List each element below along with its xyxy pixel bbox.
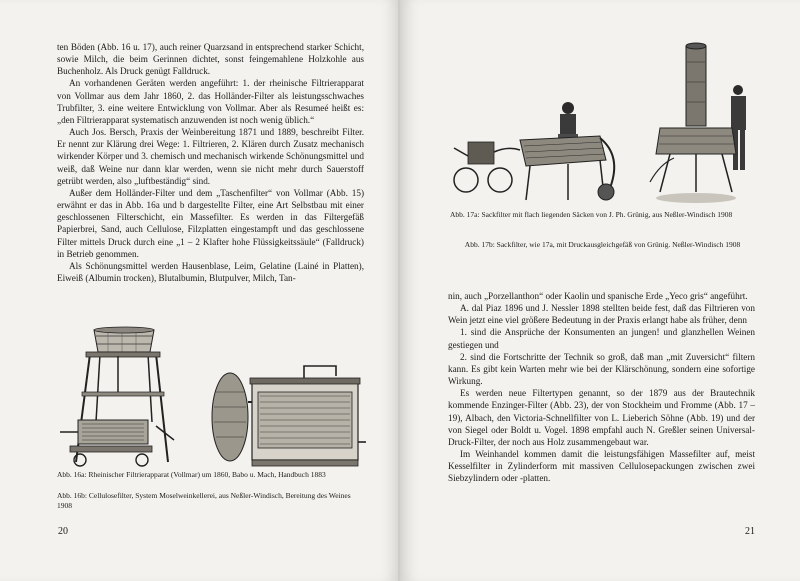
paragraph: Auch Jos. Bersch, Praxis der Weinbereitung 1871 und 1889, beschreibt Filter. Er nennt zur Klärung drei Wege: 1. Filtrieren, 2. Klären durch Zusatz mechanisch wirkender Körper und 3. chemisch und mechanisch wirkende Schönungsmittel und weiß, daß Weine nur dann klar werden, wenn sie nicht mehr durch Sauerstoff getrübt werden, also „luftbeständig“ sind.	[57, 127, 364, 186]
caption-17a	[450, 210, 755, 220]
figure-17a-sack-filter	[450, 96, 625, 206]
paragraph: Es werden neue Filtertypen genannt, so der 1879 aus der Brautechnik kommende Enzinger-Filter (Abb. 23), der von Stockheim und Fromme (Abb. 17 – 19), Albach, den Victoria-Schnellfilter von L. Lieberich Söhne (Abb. 19) und der von Siegel oder Boldt u. Vogel. 1898 empfahl auch N. Greßler seinen Universal-Druck-Filter, der noch aus Holz zusammengebaut war.	[448, 388, 755, 447]
paragraph: An vorhandenen Geräten werden angeführt: 1. der rheinische Filtrierapparat von Vollmar aus dem Jahr 1860, 2. das Holländer-Filter als leistungsschwaches Trubfilter, 3. eine weitere Entwicklung von Vollmar. Aber als Resumeé heißt es: „den Filtrierapparat systematisch anzuwenden ist noch wenig üblich.“	[57, 78, 364, 125]
page-number: 20	[58, 526, 68, 537]
paragraph: 2. sind die Fortschritte der Technik so groß, daß man „mit Zuversicht“ filtern kann. Es gibt kein Warten mehr wie bei der Klärschönung, sondern eine sofortige Wirkung.	[448, 351, 755, 387]
caption-text: Abb. 17b: Sackfilter, wie 17a, mit Druckausgleichgefäß von Grünig. Neßler-Windisch 1908	[464, 240, 741, 249]
caption-16a	[57, 470, 362, 480]
paragraph: A. dal Piaz 1896 und J. Nessler 1898 stellten beide fest, daß das Filtrieren von Wein jetzt eine viel größere Bedeutung in der Praxis erlangt habe als früher, denn	[448, 303, 755, 326]
caption-17b	[450, 240, 755, 250]
paragraph: Als Schönungsmittel werden Hausenblase, Leim, Gelatine (Lainé in Platten), Eiweiß (Albumin trocken), Blutalbumin, Blutpulver, Milch, Tan-	[57, 260, 364, 283]
paragraph: 1. sind die Ansprüche der Konsumenten an jungen! und glanzhellen Weinen gestiegen und	[448, 327, 755, 350]
figure-16a-filter-stand	[56, 322, 176, 470]
left-text-column	[57, 41, 364, 284]
figure-16b-cellulose-filter	[208, 362, 368, 472]
paragraph: nin, auch „Porzellanthon“ oder Kaolin und spanische Erde „Yeco gris“ angeführt.	[448, 291, 748, 301]
figure-17b-sack-filter-pressure-vessel	[640, 42, 752, 208]
paragraph: Außer dem Holländer-Filter und dem „Taschenfilter“ von Vollmar (Abb. 15) erwähnt er das in Abb. 16a und b dargestellte Filter, eine Art Selbstbau mit einer geschlossenen Filterschicht, ein Massefilter. Es werden in das Filtergefäß Papierbrei, Sand, auch Cellulose, Filzplatten eingestampft und das geschlossene Filter mittels Druck durch eine „1 – 2 Klafter hohe Flüssigkeitssäule“ (Falldruck) in Betrieb genommen.	[57, 187, 364, 259]
page-number: 21	[745, 526, 755, 537]
paragraph: Im Weinhandel kommen damit die leistungsfähigen Massefilter auf, meist Kesselfilter in Zylinderform mit massiven Cellulosepackungen zwischen zwei Siebzylindern oder -platten.	[448, 449, 755, 484]
caption-text: Abb. 16b: Cellulosefilter, System Moselweinkellerei, aus Neßler-Windisch, Bereitung des Weines 1908	[57, 491, 351, 510]
caption-text: Abb. 17a: Sackfilter mit flach liegenden Säcken von J. Ph. Grünig, aus Neßler-Windisch 1908	[450, 210, 733, 219]
caption-text: Abb. 16a: Rheinischer Filtrierapparat (Vollmar) um 1860, Babo u. Mach, Handbuch 1883	[57, 470, 326, 479]
right-text-column	[448, 290, 755, 485]
caption-16b	[57, 491, 362, 511]
paragraph: ten Böden (Abb. 16 u. 17), auch reiner Quarzsand in entsprechend starker Schicht, sowie Milch, die beim Gerinnen dichtet, sonst feingemahlene Holzkohle aus Buchenholz. Als Druck genügt Falldruck.	[57, 42, 364, 77]
right-page	[400, 0, 800, 581]
